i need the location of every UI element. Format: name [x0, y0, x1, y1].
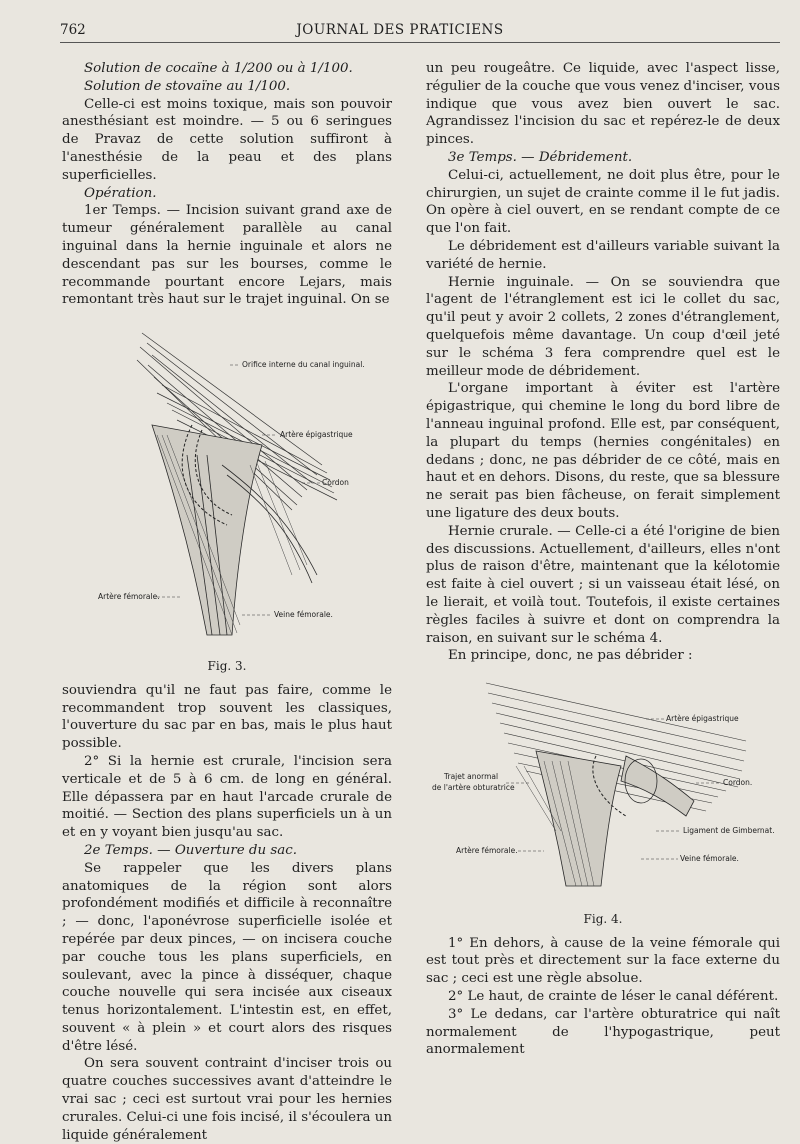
paragraph: Hernie crurale. — Celle-ci a été l'origine de bien des discussions. Actuellement, d'ailleurs, elles n'ont plus de raison d'être, maintenant que la kélotomie est faite à ciel ouvert ; si un vaisseau était lésé, on le lierait, et voilà tout. Toutefois, il existe certaines règles faciles à suivre et dont on comprendra la raison, en suivant sur le schéma 4. [426, 523, 780, 646]
section-heading: 2e Temps. — Ouverture du sac. [84, 842, 297, 858]
fig4-label-artere-epigastrique: Artère épigastrique [666, 714, 739, 724]
section-heading: Opération. [84, 185, 157, 201]
fig3-label-artere-femorale: Artère fémorale. [98, 592, 160, 602]
figure-4 [426, 671, 780, 929]
fig3-label-artere-epigastrique: Artère épigastrique [280, 430, 353, 440]
paragraph: Hernie inguinale. — On se souviendra que l'agent de l'étranglement est ici le collet du sac, qu'il peut y avoir 2 collets, 2 zones d'étranglement, quelquefois même davantage. Un coup d'œil jeté sur le schéma 3 fera comprendre quel est le meilleur mode de débridement. [426, 274, 780, 379]
paragraph: 1er Temps. — Incision suivant grand axe de tumeur généralement parallèle au canal inguinal dans la hernie inguinale et alors ne descendant pas sur les bourses, comme le recommande pourtant encore Lejars, mais remontant très haut sur le trajet inguinal. On se [62, 203, 392, 308]
header-rule [60, 42, 780, 43]
fig4-label-veine-femorale: Veine fémorale. [680, 854, 739, 864]
page-header [0, 22, 800, 44]
fig4-label-artere-obturatrice: de l'artère obturatrice [432, 783, 515, 793]
paragraph: Celle-ci est moins toxique, mais son pouvoir anesthésiant est moindre. — 5 ou 6 seringues de Pravaz de cette solution suffiront à l'anesthésie de la peau et des plans superficielles. [62, 96, 392, 183]
fig3-label-veine-femorale: Veine fémorale. [274, 610, 333, 620]
figure-3 [62, 315, 392, 676]
page-number: 762 [60, 22, 86, 38]
paragraph: un peu rougeâtre. Ce liquide, avec l'aspect lisse, régulier de la couche que vous venez d'inciser, vous indique que vous avez bien ouvert le sac. Agrandissez l'incision du sac et repérez-le de deux pinces. [426, 61, 780, 148]
right-column [426, 60, 780, 1059]
paragraph: 3° Le dedans, car l'artère obturatrice qui naît normalement de l'hypogastrique, peut anormalement [426, 1006, 780, 1058]
paragraph: Le débridement est d'ailleurs variable suivant la variété de hernie. [426, 238, 780, 272]
figure-4-caption: Fig. 4. [583, 911, 623, 926]
fig3-label-orifice: Orifice interne du canal inguinal. [242, 360, 365, 370]
section-heading: 3e Temps. — Débridement. [448, 149, 633, 165]
paragraph: Solution de stovaïne au 1/100. [84, 78, 291, 94]
journal-title: JOURNAL DES PRATICIENS [296, 22, 504, 38]
left-column [62, 60, 392, 1144]
fig4-label-artere-femorale: Artère fémorale. [456, 846, 518, 856]
figure-3-caption: Fig. 3. [207, 658, 247, 673]
paragraph: On sera souvent contraint d'inciser trois ou quatre couches successives avant d'atteindre le vrai sac ; ceci est surtout vrai pour les hernies crurales. Celui-ci une fois incisé, il s'écoulera un liquide généralement [62, 1056, 392, 1143]
figure-3-illustration [62, 315, 392, 650]
paragraph: 2° Le haut, de crainte de léser le canal déférent. [448, 989, 779, 1005]
paragraph: Celui-ci, actuellement, ne doit plus être, pour le chirurgien, un sujet de crainte comme il le fut jadis. On opère à ciel ouvert, en se rendant compte de ce que l'on fait. [426, 167, 780, 237]
paragraph: Solution de cocaïne à 1/200 ou à 1/100. [84, 61, 353, 76]
paragraph: Se rappeler que les divers plans anatomiques de la région sont alors profondément modifiés et difficile à reconnaître ; — donc, l'aponévrose superficielle isolée et repérée par deux pinces, — on incisera couche par couche tous les plans superficiels, en soulevant, avec la pince à disséquer, chaque couche nouvelle qui sera incisée aux ciseaux tenus horizontalement. L'intestin est, en effet, souvent « à plein » et court alors des risques d'être lésé. [62, 860, 392, 1054]
paragraph: souviendra qu'il ne faut pas faire, comme le recommandent trop souvent les classiques, l'ouverture du sac par en bas, mais le plus haut possible. [62, 682, 392, 752]
paragraph: 2° Si la hernie est crurale, l'incision sera verticale et de 5 à 6 cm. de long en général. Elle dépassera par en haut l'arcade crurale de moitié. — Section des plans superficiels un à un et en y voyant bien jusqu'au sac. [62, 753, 392, 841]
figure-4-illustration [426, 671, 780, 903]
paragraph: L'organe important à éviter est l'artère épigastrique, qui chemine le long du bord libre de l'anneau inguinal profond. Elle est, par conséquent, la plupart du temps (hernies congénitales) en dedans ; donc, ne pas débrider de ce côté, mais en haut et en dehors. Disons, du reste, que sa blessure ne serait pas bien fâcheuse, on ferait simplement une ligature des deux bouts. [426, 381, 780, 521]
paragraph: En principe, donc, ne pas débrider : [448, 648, 693, 664]
fig4-label-trajet-anormal: Trajet anormal [444, 772, 499, 782]
fig3-label-cordon: Cordon [322, 478, 349, 488]
fig4-label-gimbernat: Ligament de Gimbernat. [683, 826, 775, 836]
fig4-label-cordon: Cordon. [723, 778, 753, 788]
paragraph: 1° En dehors, à cause de la veine fémorale qui est tout près et directement sur la face externe du sac ; ceci est une règle absolue. [426, 935, 780, 987]
